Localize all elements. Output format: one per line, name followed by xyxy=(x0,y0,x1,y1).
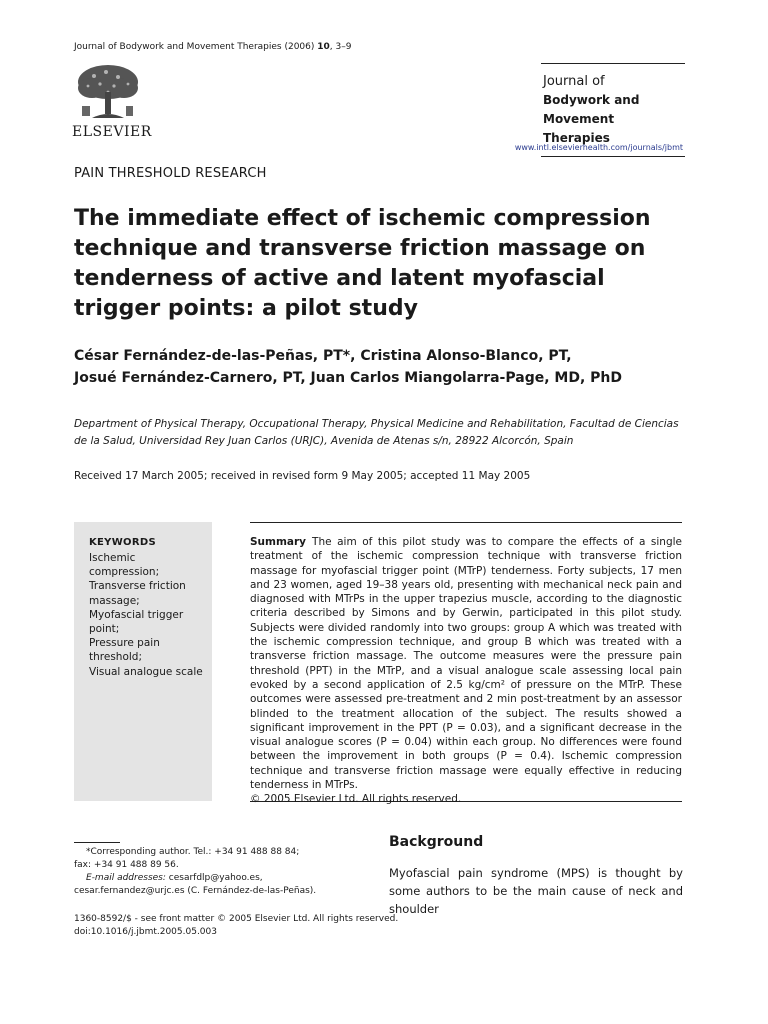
keyword-item: point; xyxy=(89,623,120,636)
footnote-email-2: cesar.fernandez@urjc.es (C. Fernández-de-las-Peñas). xyxy=(74,886,317,896)
keyword-item: Pressure pain xyxy=(89,637,160,650)
footnote-email-1[interactable]: cesarfdlp@yahoo.es, xyxy=(168,873,263,883)
keywords-box xyxy=(74,522,212,801)
journal-name-line3: Movement Therapies xyxy=(543,112,615,145)
keyword-item: Myofascial trigger xyxy=(89,608,184,621)
article-title: The immediate effect of ischemic compression technique and transverse friction massage on tenderness of active and latent myofascial trigger points: a pilot study xyxy=(74,206,651,321)
journal-url-link[interactable]: www.intl.elsevierhealth.com/journals/jbmt xyxy=(514,143,683,152)
abstract-text xyxy=(250,535,682,807)
abstract-box xyxy=(250,522,682,806)
publisher-name: ELSEVIER xyxy=(72,124,152,140)
keyword-item: compression; xyxy=(89,566,160,579)
running-head-journal: Journal of Bodywork and Movement Therapies (2006) xyxy=(74,42,315,52)
keyword-item: Transverse friction xyxy=(89,580,186,593)
doi-line[interactable]: doi:10.1016/j.jbmt.2005.05.003 xyxy=(74,927,217,937)
affiliation: Department of Physical Therapy, Occupational Therapy, Physical Medicine and Rehabilitation, Facultad de Ciencias de la Salud, Universidad Rey Juan Carlos (URJC), Avenida de Atenas s/n, 28922 Alcorcón, Spain xyxy=(74,418,679,447)
running-head-pages: , 3–9 xyxy=(329,42,352,52)
keywords-title: KEYWORDS xyxy=(89,537,156,548)
section-label: PAIN THRESHOLD RESEARCH xyxy=(74,166,267,181)
issn-line: 1360-8592/$ - see front matter © 2005 Elsevier Ltd. All rights reserved. xyxy=(74,914,399,924)
abstract-copyright: © 2005 Elsevier Ltd. All rights reserved. xyxy=(250,793,462,806)
footnote-email-line xyxy=(74,872,354,885)
keyword-item: Ischemic xyxy=(89,552,136,564)
footnote-fax: fax: +34 91 488 89 56. xyxy=(74,860,179,870)
journal-name-line1: Journal of xyxy=(543,74,605,89)
front-matter-info xyxy=(74,913,474,939)
keyword-item: massage; xyxy=(89,594,140,607)
footnote-divider xyxy=(74,842,120,843)
abstract-body: The aim of this pilot study was to compare the effects of a single treatment of the ischemic compression technique with transverse friction massage for myofascial trigger point (MTrP) tenderness. Forty subjects, 17 men and 23 women, aged 19–38 years old, presenting with mechanical neck pain and diagnosed with MTrPs in the upper trapezius muscle, according to the diagnostic criteria described by Simons and by Gerwin, participated in this pilot study. Subjects were divided randomly into two groups: group A which was treated with the ischemic compression technique, and group B which was treated with a transverse friction massage. The outcome measures were the pressure pain threshold (PPT) in the MTrP, and a visual analogue scale assessing local pain evoked by a second application of 2.5 kg/cm² of pressure on the MTrP. These outcomes were assessed pre-treatment and 2 min post-treatment by an assessor blinded to the treatment allocation of the subject. The results showed a significant improvement in the PPT (P = 0.03), and a significant decrease in the visual analogue scores (P = 0.04) within each group. No differences were found between the improvement in both groups (P = 0.4). Ischemic compression technique and transverse friction massage were equally effective in reducing tenderness in MTrPs. xyxy=(250,536,682,792)
author-line-2: Josué Fernández-Carnero, PT, Juan Carlos Miangolarra-Page, MD, PhD xyxy=(74,370,623,386)
running-head xyxy=(74,42,351,52)
corresponding-author-footnote xyxy=(74,846,354,898)
footnote-tel: *Corresponding author. Tel.: +34 91 488 88 84; xyxy=(86,847,300,857)
keywords-list xyxy=(89,551,207,679)
keyword-item: threshold; xyxy=(89,651,142,664)
background-paragraph: Myofascial pain syndrome (MPS) is thought by some authors to be the main cause of neck and shoulder xyxy=(389,866,683,916)
elsevier-tree-icon xyxy=(72,62,144,122)
author-list xyxy=(74,345,714,389)
elsevier-logo xyxy=(72,62,152,140)
abstract-lead: Summary xyxy=(250,536,307,548)
author-line-1: César Fernández-de-las-Peñas, PT*, Cristina Alonso-Blanco, PT, xyxy=(74,348,572,364)
journal-name-line2: Bodywork and xyxy=(543,93,640,107)
keyword-item: Visual analogue scale xyxy=(89,665,203,678)
footnote-email-label: E-mail addresses: xyxy=(86,873,166,883)
received-dates: Received 17 March 2005; received in revised form 9 May 2005; accepted 11 May 2005 xyxy=(74,470,531,482)
background-heading: Background xyxy=(389,834,484,850)
running-head-volume: 10 xyxy=(317,42,330,52)
